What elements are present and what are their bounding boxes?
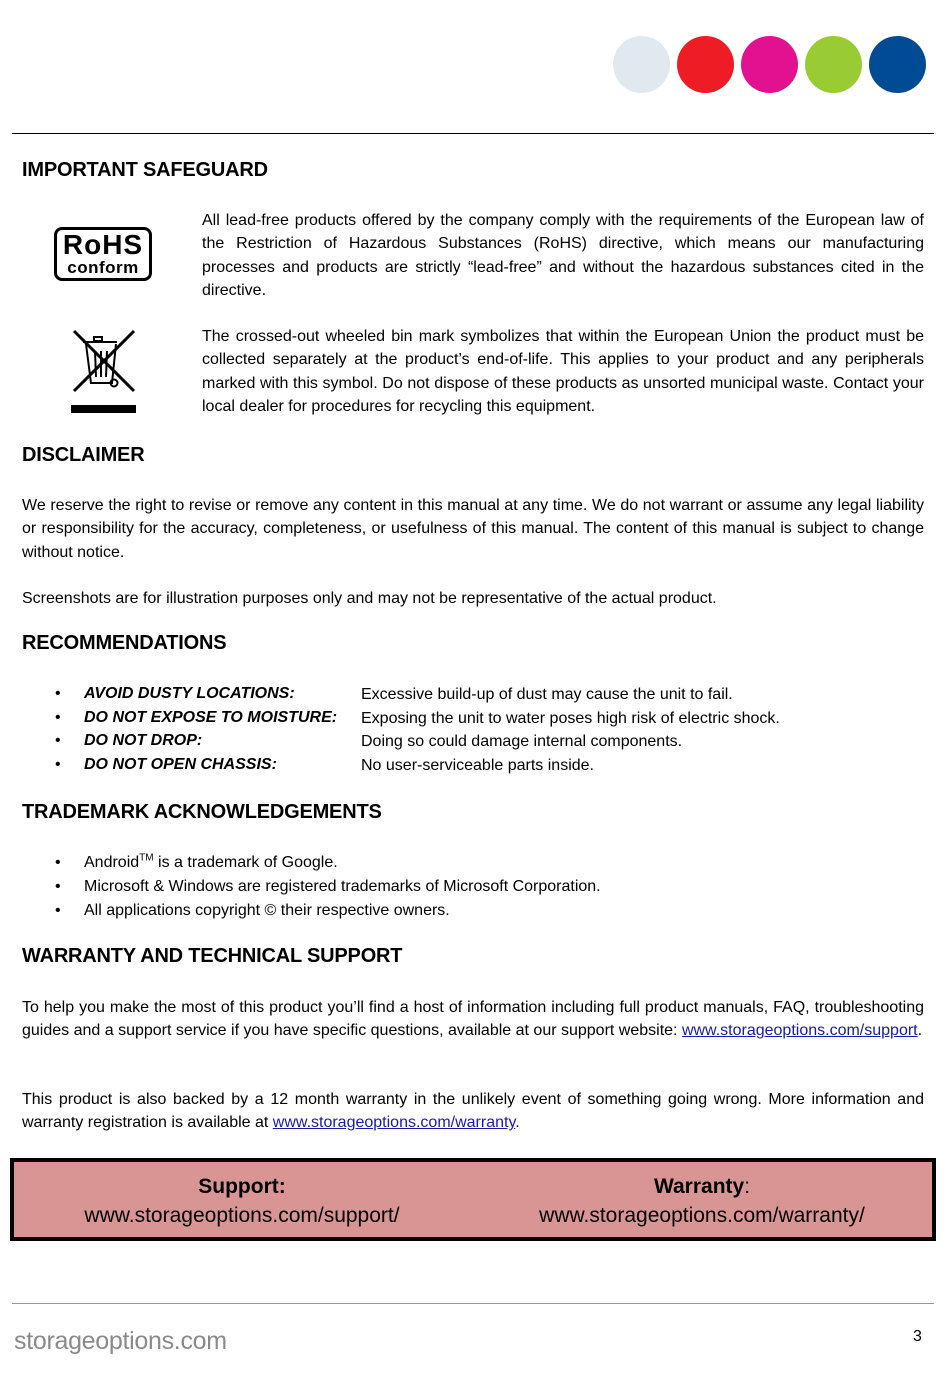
recommendation-desc: Doing so could damage internal components.	[361, 733, 683, 750]
footer-divider	[12, 1303, 934, 1304]
warranty-link[interactable]: www.storageoptions.com/warranty	[272, 1114, 516, 1132]
recommendation-desc: Exposing the unit to water poses high risk of electric shock.	[361, 709, 780, 727]
screenshots-note: Screenshots are for illustration purposes only and may not be representative of the actual product.	[22, 590, 717, 607]
support-paragraph-text: To help you make the most of this product you’ll find a host of information including full product manuals, FAQ, troubleshooting guides and a support service if you have specific questions, available at our support website:	[22, 999, 924, 1040]
bullet-icon: •	[55, 732, 61, 749]
bullet-icon: •	[55, 902, 61, 919]
warranty-paragraph	[22, 1088, 924, 1135]
trademark-android	[84, 851, 338, 875]
support-url[interactable]: www.storageoptions.com/support/	[84, 1204, 400, 1227]
recommendation-term: DO NOT DROP:	[84, 732, 203, 749]
recommendation-term: AVOID DUSTY LOCATIONS:	[84, 685, 295, 702]
support-link[interactable]: www.storageoptions.com/support	[681, 1022, 918, 1040]
color-dot-magenta	[741, 36, 798, 93]
page-number: 3	[913, 1328, 922, 1345]
trademark-microsoft: Microsoft & Windows are registered trademarks of Microsoft Corporation.	[84, 878, 601, 895]
support-paragraph-end: .	[917, 1022, 923, 1040]
android-rest: is a trademark of Google.	[153, 854, 338, 871]
support-warranty-box	[10, 1158, 936, 1241]
disclaimer-paragraph: We reserve the right to revise or remove any content in this manual at any time. We do not warrant or assume any legal liability or responsibility for the accuracy, completeness, or usefulness of this manual. The content of this manual is subject to change without notice.	[22, 497, 924, 561]
support-column	[41, 1172, 443, 1230]
section-title-trademarks: TRADEMARK ACKNOWLEDGEMENTS	[22, 801, 382, 823]
recommendation-desc: Excessive build-up of dust may cause the unit to fail.	[361, 686, 733, 703]
brand-color-dots	[613, 36, 926, 93]
bullet-icon: •	[55, 854, 61, 871]
rohs-logo-subtext: conform	[67, 258, 139, 277]
warranty-url[interactable]: www.storageoptions.com/warranty/	[539, 1204, 865, 1227]
warranty-column	[501, 1172, 903, 1230]
bullet-icon: •	[55, 708, 61, 726]
support-label: Support:	[198, 1175, 286, 1198]
warranty-label-line	[501, 1172, 903, 1201]
weee-paragraph: The crossed-out wheeled bin mark symbolizes that within the European Union the product must be collected separately at the product’s end-of-life. This applies to your product and any peripherals marked with this symbol. Do not dispose of these products as unsorted municipal waste. Contact your local dealer for procedures for recycling this equipment.	[202, 328, 924, 415]
color-dot-light	[613, 36, 670, 93]
trademark-applications: All applications copyright © their respective owners.	[84, 902, 450, 919]
rohs-logo-text: RoHS	[62, 229, 144, 260]
warranty-paragraph-text: This product is also backed by a 12 month warranty in the unlikely event of something going wrong. More information and warranty registration is available at	[22, 1091, 924, 1132]
section-title-recommendations: RECOMMENDATIONS	[22, 632, 227, 654]
header-divider	[12, 133, 934, 134]
support-paragraph	[22, 996, 924, 1043]
trademark-superscript: TM	[139, 852, 154, 864]
warranty-label: Warranty	[653, 1175, 745, 1198]
storageoptions-logo: storageoptions.com	[14, 1327, 227, 1355]
recommendation-term: DO NOT EXPOSE TO MOISTURE:	[84, 708, 338, 726]
color-dot-green	[805, 36, 862, 93]
recommendation-desc: No user-serviceable parts inside.	[361, 756, 594, 774]
bullet-icon: •	[55, 685, 61, 702]
warranty-label-colon: :	[744, 1175, 751, 1198]
rohs-paragraph: All lead-free products offered by the company comply with the requirements of the European law of the Restriction of Hazardous Substances (RoHS) directive, which means our manufacturing processes and products are strictly “lead-free” and without the hazardous substances cited in the directive.	[202, 212, 924, 299]
crossed-out-wheeled-bin-icon	[66, 327, 142, 415]
section-title-safeguard: IMPORTANT SAFEGUARD	[22, 159, 268, 181]
recommendation-term: DO NOT OPEN CHASSIS:	[84, 755, 277, 773]
bullet-icon: •	[55, 755, 61, 773]
warranty-paragraph-end: .	[515, 1114, 520, 1132]
bullet-icon: •	[55, 878, 61, 895]
rohs-conform-logo	[54, 227, 152, 281]
section-title-disclaimer: DISCLAIMER	[22, 444, 145, 466]
color-dot-blue	[869, 36, 926, 93]
android-word: Android	[84, 854, 140, 871]
color-dot-red	[677, 36, 734, 93]
section-title-warranty: WARRANTY AND TECHNICAL SUPPORT	[22, 945, 403, 967]
